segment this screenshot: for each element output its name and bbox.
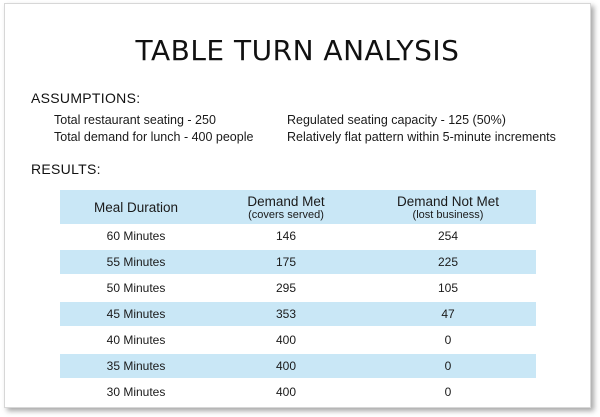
header-meal-duration-label: Meal Duration — [93, 199, 179, 215]
cell-demand-met: 175 — [212, 249, 360, 275]
page-title: TABLE TURN ANALYSIS — [135, 34, 460, 67]
table-row — [60, 224, 536, 249]
cell-demand-not-met: 105 — [360, 275, 536, 301]
cell-demand-met: 400 — [212, 327, 360, 353]
cell-duration: 30 Minutes — [60, 379, 212, 404]
cell-duration: 45 Minutes — [60, 301, 212, 327]
header-demand-not-met-label: Demand Not Met — [396, 193, 500, 209]
assumption-seating-capacity: Regulated seating capacity - 125 (50%) — [287, 113, 506, 127]
cell-demand-met: 400 — [212, 379, 360, 404]
header-demand-met-label: Demand Met — [247, 193, 325, 209]
cell-demand-met: 146 — [275, 229, 297, 243]
cell-demand-met: 400 — [212, 353, 360, 379]
table-row — [60, 379, 536, 404]
table-row — [60, 301, 536, 327]
table-row — [60, 249, 536, 275]
header-demand-not-met-sub: (lost business) — [412, 208, 484, 221]
table-row — [60, 353, 536, 379]
cell-demand-not-met: 254 — [437, 229, 459, 243]
assumption-total-seating: Total restaurant seating - 250 — [54, 113, 216, 127]
cell-duration: 55 Minutes — [60, 249, 212, 275]
cell-duration: 40 Minutes — [60, 327, 212, 353]
results-heading: RESULTS: — [31, 161, 101, 177]
cell-duration: 50 Minutes — [60, 275, 212, 301]
cell-demand-met: 295 — [212, 275, 360, 301]
header-meal-duration — [60, 190, 212, 224]
assumption-lunch-demand: Total demand for lunch - 400 people — [54, 130, 254, 144]
cell-demand-not-met: 0 — [360, 327, 536, 353]
table-row — [60, 275, 536, 301]
cell-duration: 35 Minutes — [60, 353, 212, 379]
analysis-card — [4, 3, 591, 408]
cell-demand-not-met: 225 — [360, 249, 536, 275]
cell-demand-not-met: 0 — [360, 353, 536, 379]
header-demand-met — [212, 190, 360, 224]
assumptions-heading: ASSUMPTIONS: — [31, 90, 141, 106]
results-table — [60, 190, 536, 404]
results-header-row — [60, 190, 536, 224]
header-demand-not-met — [360, 190, 536, 224]
assumption-flat-pattern: Relatively flat pattern within 5-minute increments — [287, 130, 556, 144]
cell-demand-met: 353 — [212, 301, 360, 327]
table-row — [60, 327, 536, 353]
cell-demand-not-met: 47 — [360, 301, 536, 327]
cell-duration: 60 Minutes — [106, 229, 166, 243]
header-demand-met-sub: (covers served) — [248, 208, 324, 221]
cell-demand-not-met: 0 — [360, 379, 536, 404]
